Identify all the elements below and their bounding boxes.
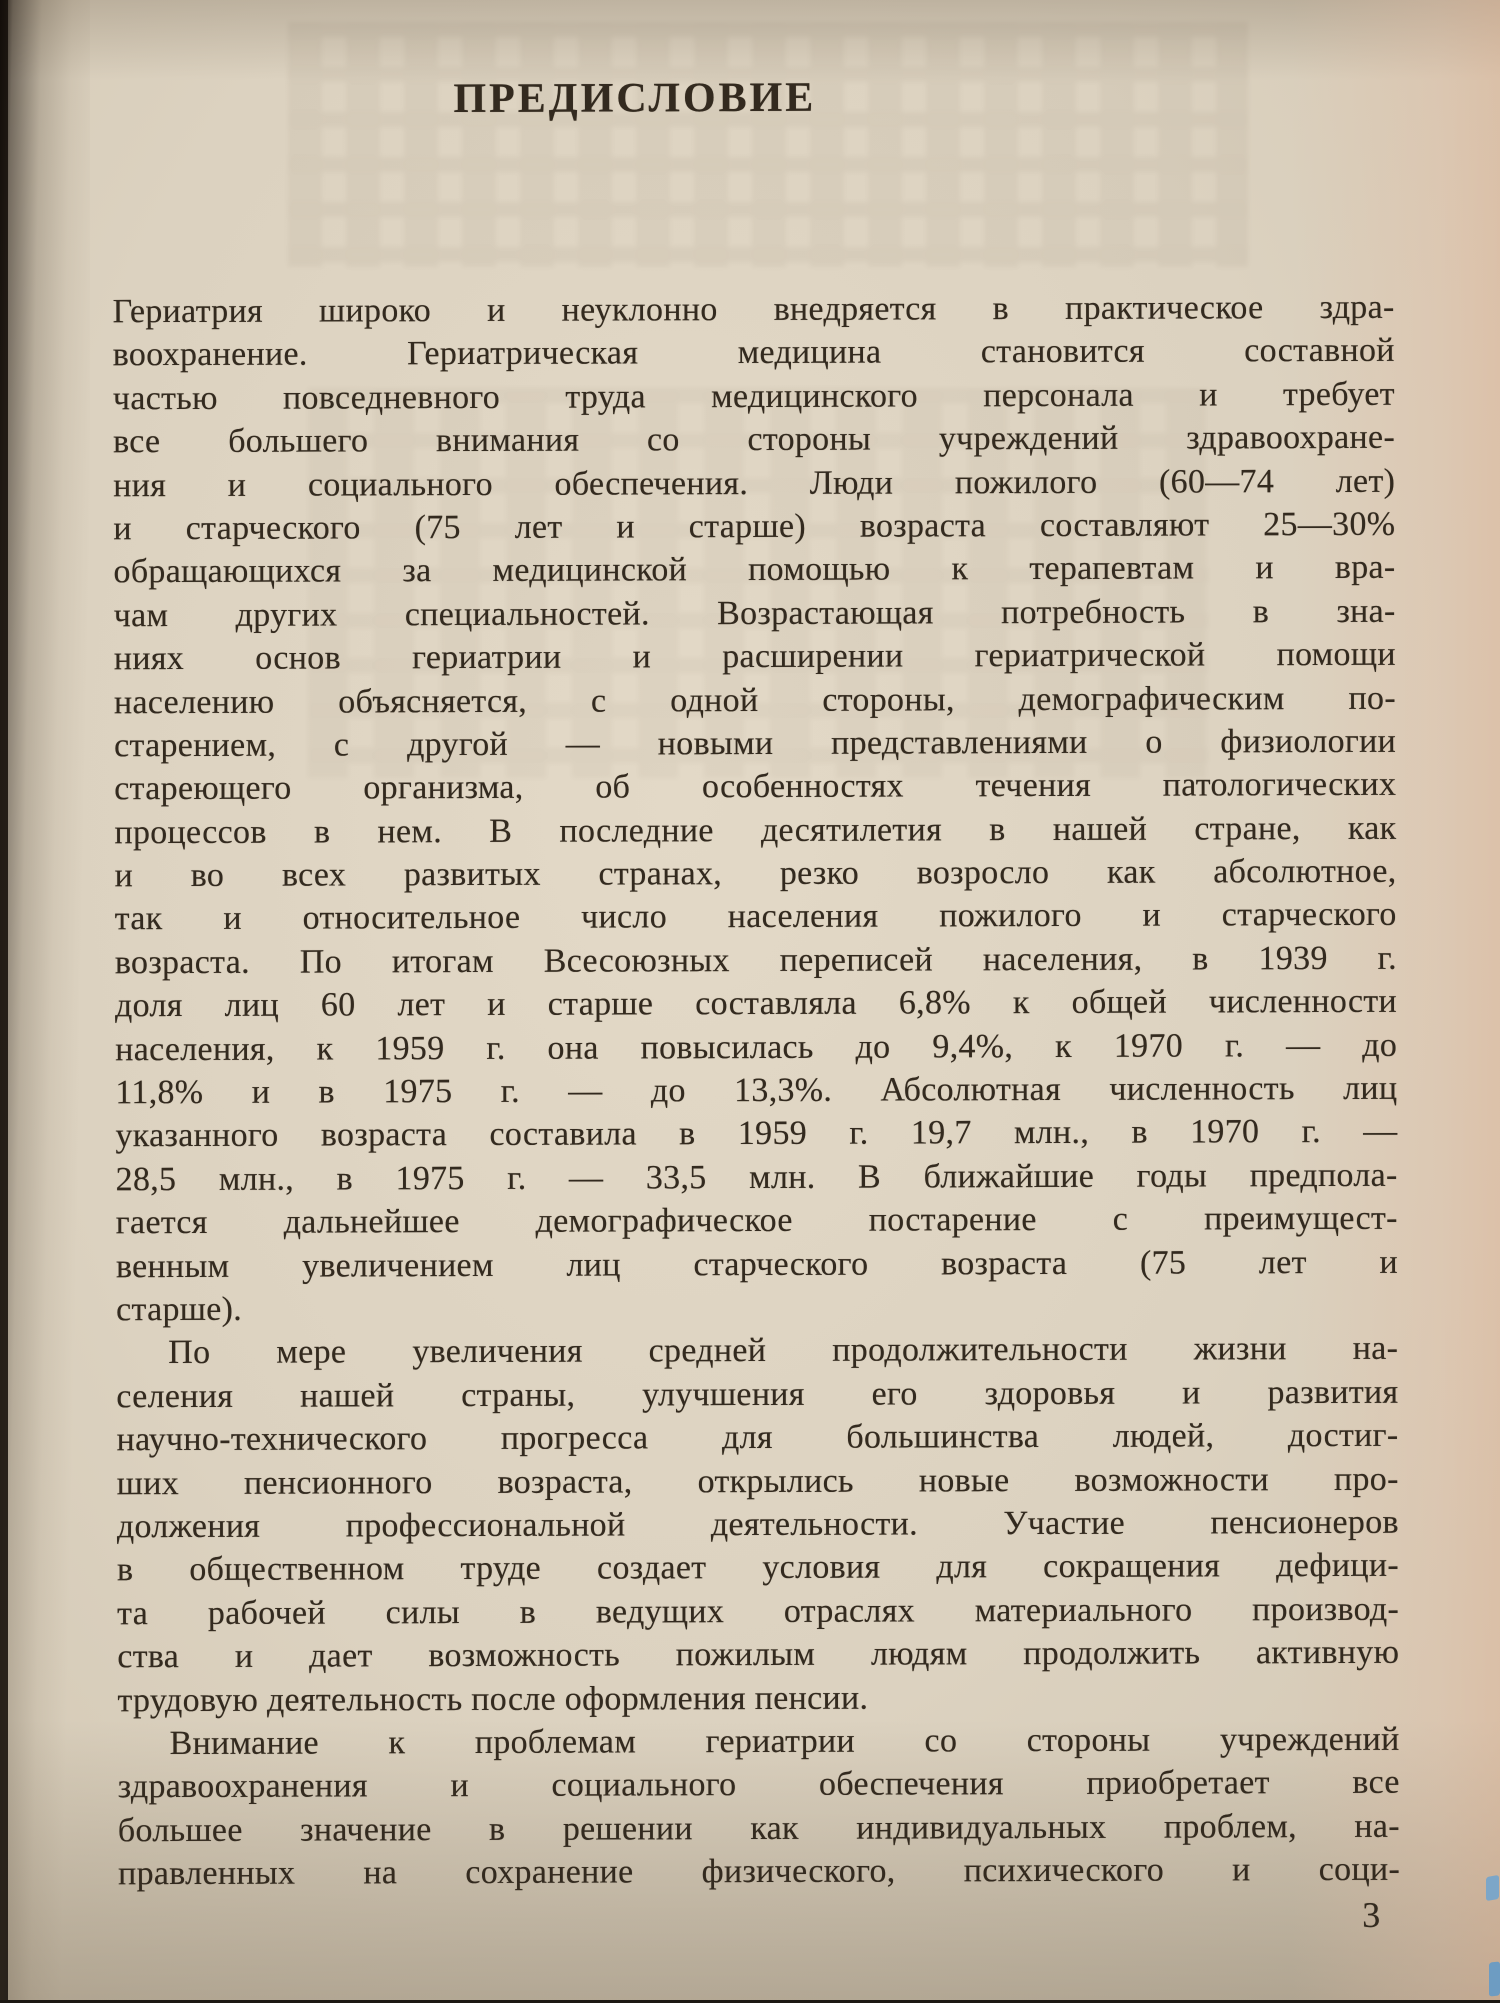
text-line: так и относительное число населения пожилого и старческого [115,893,1397,941]
text-line: в общественном труде создает условия для сокращения дефици- [117,1544,1399,1592]
text-line: процессов в нем. В последние десятилетия в нашей стране, как [114,806,1396,854]
text-line: ства и дает возможность пожилым людям продолжить активную [117,1631,1399,1679]
text-line: ших пенсионного возраста, открылись новые возможности про- [117,1457,1399,1505]
text-line: гается дальнейшее демографическое постарение с преимущест- [116,1197,1398,1245]
text-line: Гериатрия широко и неуклонно внедряется в практическое здра- [113,286,1395,334]
text-line: трудовую деятельность после оформления пенсии. [117,1674,1399,1722]
text-line: ния и социального обеспечения. Люди пожилого (60—74 лет) [113,459,1395,507]
text-line: должения профессиональной деятельности. Участие пенсионеров [117,1501,1399,1549]
text-line: воохранение. Гериатрическая медицина становится составной [113,329,1395,377]
text-line: стареющего организма, об особенностях течения патологических [114,763,1396,811]
text-line: все большего внимания со стороны учреждений здравоохране- [113,416,1395,464]
text-line: и во всех развитых странах, резко возросло как абсолютное, [114,850,1396,898]
text-line: Внимание к проблемам гериатрии со стороны учреждений [118,1718,1400,1766]
text-line: доля лиц 60 лет и старше составляла 6,8% к общей численности [115,980,1397,1028]
text-line: чам других специальностей. Возрастающая потребность в зна- [114,589,1396,637]
blue-edge-mark [1489,1961,1500,1996]
text-line: большее значение в решении как индивидуальных проблем, на- [118,1804,1400,1852]
text-line: населению объясняется, с одной стороны, демографическим по- [114,676,1396,724]
text-line: 28,5 млн., в 1975 г. — 33,5 млн. В ближайшие годы предпола- [116,1154,1398,1202]
text-line: ниях основ гериатрии и расширении гериатрической помощи [114,633,1396,681]
text-line: венным увеличением лиц старческого возраста (75 лет и [116,1240,1398,1288]
text-line: правленных на сохранение физического, психического и соци- [118,1848,1400,1896]
text-line: научно-технического прогресса для большинства людей, достиг- [116,1414,1398,1462]
text-line: старением, с другой — новыми представлениями о физиологии [114,720,1396,768]
text-line: обращающихся за медицинской помощью к терапевтам и вра- [113,546,1395,594]
text-line: и старческого (75 лет и старше) возраста составляют 25—30% [113,503,1395,551]
page-number: 3 [118,1894,1380,1940]
body-text [113,286,1401,1896]
text-line: 11,8% и в 1975 г. — до 13,3%. Абсолютная численность лиц [115,1067,1397,1115]
text-line: селения нашей страны, улучшения его здоровья и развития [116,1371,1398,1419]
text-line: здравоохранения и социального обеспечения приобретает все [118,1761,1400,1809]
page-content [5,0,1500,2003]
book-page [8,0,1500,2000]
text-line: возраста. По итогам Всесоюзных переписей населения, в 1939 г. [115,937,1397,985]
page-title: ПРЕДИСЛОВИЕ [0,72,1276,124]
text-line: По мере увеличения средней продолжительности жизни на- [116,1327,1398,1375]
text-line: населения, к 1959 г. она повысилась до 9,4%, к 1970 г. — до [115,1023,1397,1071]
text-line: частью повседневного труда медицинского персонала и требует [113,373,1395,421]
text-line: указанного возраста составила в 1959 г. 19,7 млн., в 1970 г. — [115,1110,1397,1158]
text-line: та рабочей силы в ведущих отраслях материального производ- [117,1587,1399,1635]
text-line: старше). [116,1284,1398,1332]
blue-edge-mark [1486,1875,1499,1901]
